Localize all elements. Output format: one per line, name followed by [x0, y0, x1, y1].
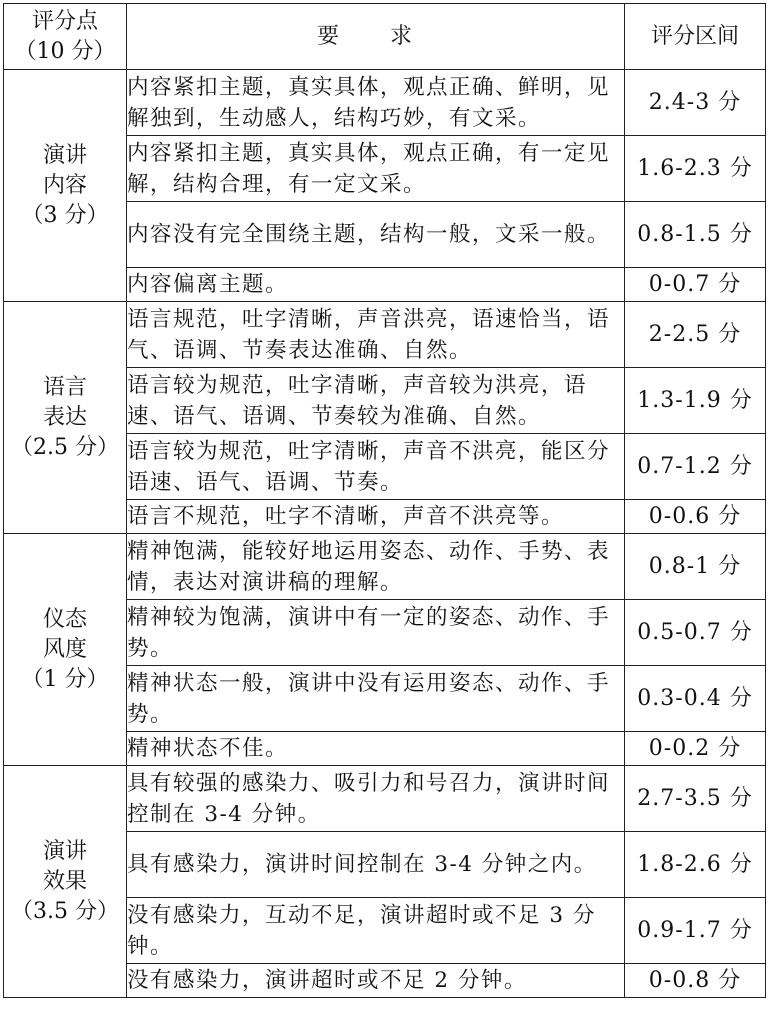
category-line: （2.5 分）	[11, 434, 119, 460]
score-range-cell: 0.3-0.4 分	[625, 666, 766, 732]
category-line: 演讲	[42, 142, 87, 168]
score-range-cell: 0.7-1.2 分	[625, 434, 766, 500]
score-range-cell: 1.8-2.6 分	[625, 832, 766, 898]
requirement-cell: 精神较为饱满，演讲中有一定的姿态、动作、手势。	[127, 600, 625, 666]
requirement-cell: 具有较强的感染力、吸引力和号召力，演讲时间控制在 3-4 分钟。	[127, 766, 625, 832]
header-category	[4, 4, 127, 70]
requirement-cell: 内容偏离主题。	[127, 268, 625, 302]
requirement-cell: 精神状态一般，演讲中没有运用姿态、动作、手势。	[127, 666, 625, 732]
requirement-cell: 语言较为规范，吐字清晰，声音较为洪亮，语速、语气、语调、节奏较为准确、自然。	[127, 368, 625, 434]
requirement-cell: 精神状态不佳。	[127, 732, 625, 766]
category-line: （3 分）	[21, 202, 109, 228]
category-cell	[4, 70, 127, 302]
header-requirement: 要 求	[127, 4, 625, 70]
score-range-cell: 0.9-1.7 分	[625, 898, 766, 964]
requirement-cell: 语言规范，吐字清晰，声音洪亮，语速恰当，语气、语调、节奏表达准确、自然。	[127, 302, 625, 368]
score-range-cell: 1.3-1.9 分	[625, 368, 766, 434]
table-row	[4, 534, 766, 600]
score-range-cell: 0-0.6 分	[625, 500, 766, 534]
score-range-cell: 0-0.2 分	[625, 732, 766, 766]
category-line: 效果	[42, 868, 87, 894]
header-row	[4, 4, 766, 70]
category-cell	[4, 534, 127, 766]
requirement-cell: 没有感染力，互动不足，演讲超时或不足 3 分钟。	[127, 898, 625, 964]
header-category-line: 评分点	[31, 8, 98, 34]
category-line: 表达	[42, 404, 87, 430]
score-range-cell: 0.8-1 分	[625, 534, 766, 600]
requirement-cell: 语言不规范，吐字不清晰，声音不洪亮等。	[127, 500, 625, 534]
requirement-cell: 内容紧扣主题，真实具体，观点正确，有一定见解，结构合理，有一定文采。	[127, 136, 625, 202]
score-range-cell: 0.8-1.5 分	[625, 202, 766, 268]
requirement-cell: 精神饱满，能较好地运用姿态、动作、手势、表情，表达对演讲稿的理解。	[127, 534, 625, 600]
category-line: 仪态	[42, 606, 87, 632]
header-score: 评分区间	[625, 4, 766, 70]
rubric-body	[4, 70, 766, 998]
table-row	[4, 302, 766, 368]
table-row	[4, 766, 766, 832]
requirement-cell: 没有感染力，演讲超时或不足 2 分钟。	[127, 964, 625, 998]
requirement-cell: 内容紧扣主题，真实具体，观点正确、鲜明，见解独到，生动感人，结构巧妙，有文采。	[127, 70, 625, 136]
category-line: 演讲	[42, 838, 87, 864]
requirement-cell: 内容没有完全围绕主题，结构一般，文采一般。	[127, 202, 625, 268]
table-row	[4, 70, 766, 136]
score-range-cell: 2.4-3 分	[625, 70, 766, 136]
requirement-cell: 语言较为规范，吐字清晰，声音不洪亮，能区分语速、语气、语调、节奏。	[127, 434, 625, 500]
header-category-line: （10 分）	[14, 38, 116, 64]
scoring-rubric-table	[3, 3, 766, 998]
category-line: （3.5 分）	[11, 898, 119, 924]
category-line: 风度	[42, 636, 87, 662]
category-cell	[4, 766, 127, 998]
score-range-cell: 1.6-2.3 分	[625, 136, 766, 202]
score-range-cell: 2-2.5 分	[625, 302, 766, 368]
score-range-cell: 0-0.7 分	[625, 268, 766, 302]
category-line: 内容	[42, 172, 87, 198]
score-range-cell: 0.5-0.7 分	[625, 600, 766, 666]
category-line: 语言	[42, 374, 87, 400]
score-range-cell: 0-0.8 分	[625, 964, 766, 998]
category-line: （1 分）	[21, 666, 109, 692]
score-range-cell: 2.7-3.5 分	[625, 766, 766, 832]
requirement-cell: 具有感染力，演讲时间控制在 3-4 分钟之内。	[127, 832, 625, 898]
category-cell	[4, 302, 127, 534]
